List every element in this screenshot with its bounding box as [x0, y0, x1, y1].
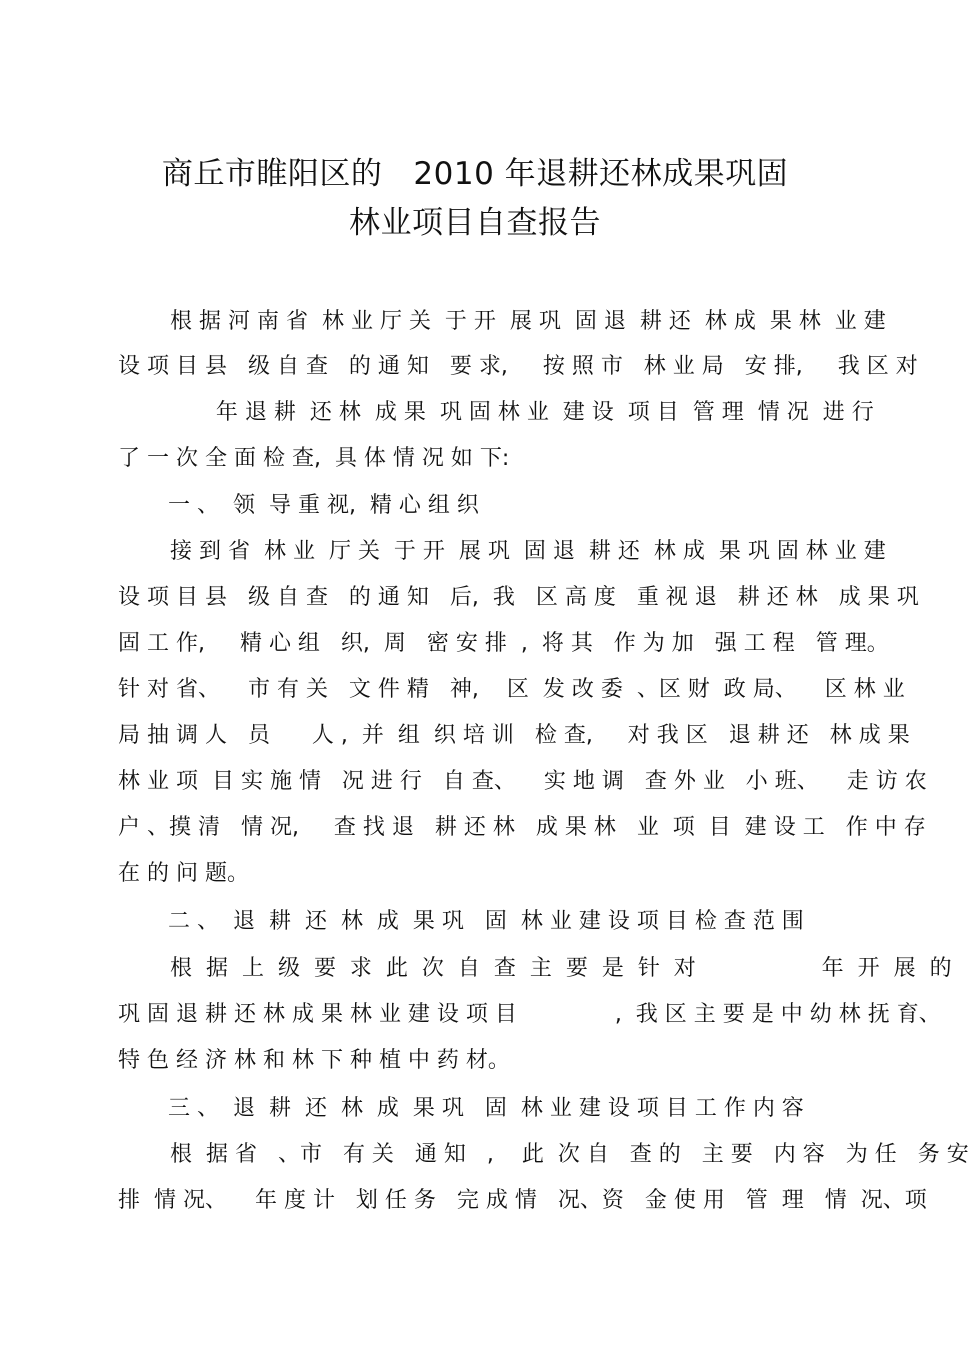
paragraph-line: 接 到 省 林 业 厅 关 于 开 展 巩 固 退 耕 还 林 成 果 巩 固 林 业 建 [170, 539, 886, 564]
paragraph-line: 户 、摸 清 情 况, 查 找 退 耕 还 林 成 果 林 业 项 目 建 设 工 作 中 存 [118, 815, 926, 840]
paragraph-line: 固 工 作, 精 心 组 织, 周 密 安 排 , 将 其 作 为 加 强 工 程 管 理。 [118, 631, 889, 656]
paragraph-line: 根 据 上 级 要 求 此 次 自 查 主 要 是 针 对 年 开 展 的 [170, 956, 952, 981]
paragraph-line: 根 据 省 、市 有 关 通 知 , 此 次 自 查 的 主 要 内 容 为 任 务 安 [170, 1142, 969, 1167]
paragraph-line: 根 据 河 南 省 林 业 厅 关 于 开 展 巩 固 退 耕 还 林 成 果 林 业 建 [170, 309, 886, 334]
paragraph-line: 年 退 耕 还 林 成 果 巩 固 林 业 建 设 项 目 管 理 情 况 进 行 [118, 400, 874, 425]
paragraph-line: 设 项 目 县 级 自 查 的 通 知 要 求, 按 照 市 林 业 局 安 排, 我 区 对 [118, 354, 918, 379]
paragraph-line: 针 对 省、 市 有 关 文 件 精 神, 区 发 改 委 、区 财 政 局、 区 林 业 [118, 677, 905, 702]
section-heading-2: 二 、 退 耕 还 林 成 果 巩 固 林 业 建 设 项 目 检 查 范 围 [168, 909, 804, 934]
paragraph-line: 林 业 项 目 实 施 情 况 进 行 自 查、 实 地 调 查 外 业 小 班、 走 访 农 [118, 769, 927, 794]
paragraph-line: 特 色 经 济 林 和 林 下 种 植 中 药 材。 [118, 1048, 510, 1073]
section-heading-3: 三 、 退 耕 还 林 成 果 巩 固 林 业 建 设 项 目 工 作 内 容 [168, 1096, 804, 1121]
paragraph-line: 在 的 问 题。 [118, 861, 249, 886]
paragraph-line: 局 抽 调 人 员 人 , 并 组 织 培 训 检 查, 对 我 区 退 耕 还 林 成 果 [118, 723, 910, 748]
paragraph-line: 巩 固 退 耕 还 林 成 果 林 业 建 设 项 目 , 我 区 主 要 是 中 幼 林 抚 育、 [118, 1002, 941, 1027]
paragraph-line: 排 情 况、 年 度 计 划 任 务 完 成 情 况、资 金 使 用 管 理 情 况、项 [118, 1188, 927, 1213]
section-heading-1: 一 、 领 导 重 视, 精 心 组 织 [168, 493, 479, 518]
paragraph-line: 了 一 次 全 面 检 查, 具 体 情 况 如 下: [118, 446, 510, 471]
document-title-line-1: 商丘市睢阳区的 2010 年退耕还林成果巩固 [161, 156, 789, 192]
document-title-line-2: 林业项目自查报告 [349, 205, 601, 241]
paragraph-line: 设 项 目 县 级 自 查 的 通 知 后, 我 区 高 度 重 视 退 耕 还 林 成 果 巩 [118, 585, 919, 610]
